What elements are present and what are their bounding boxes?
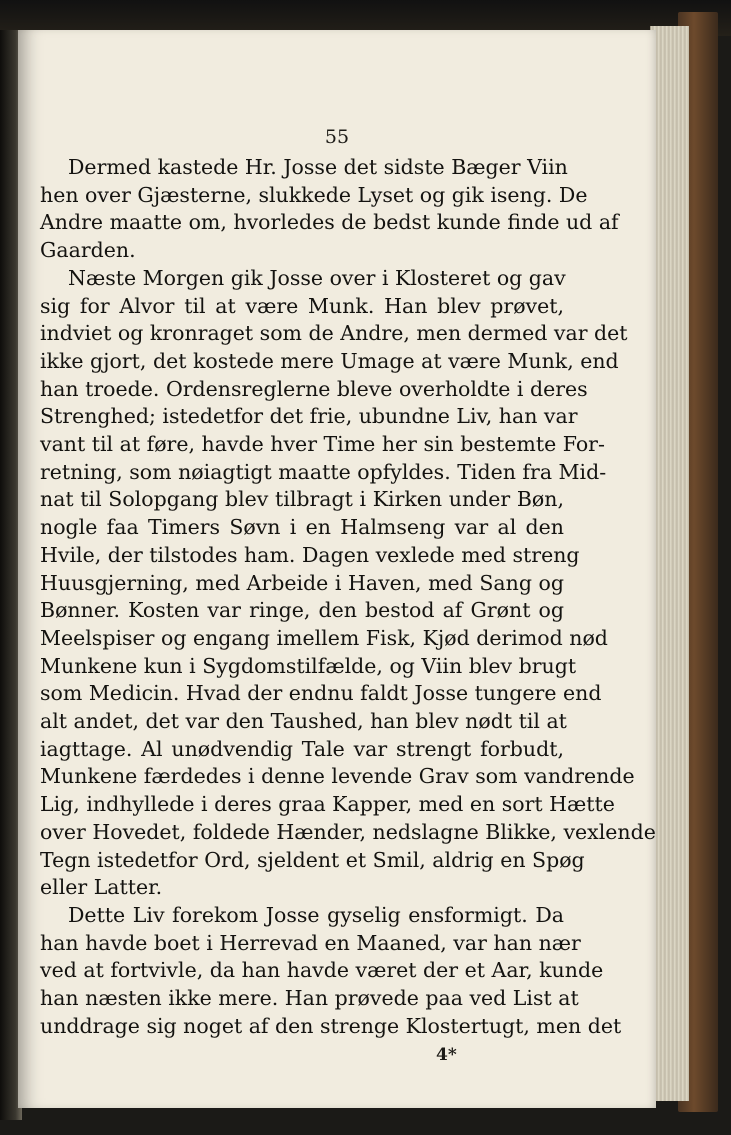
text-line: Dermed kastede Hr. Josse det sidste Bæger Viin	[68, 155, 568, 179]
text-line: unddrage sig noget af den strenge Klostertugt, men det	[40, 1013, 622, 1038]
text-line: vant til at føre, havde hver Time her sin bestemte For-	[40, 432, 605, 457]
text-line: Huusgjerning, med Arbeide i Haven, med Sang og	[40, 570, 564, 595]
page-body	[40, 154, 656, 1041]
text-line: Næste Morgen gik Josse over i Klosteret og gav	[68, 265, 566, 290]
text-line: han næsten ikke mere. Han prøvede paa ved List at	[40, 986, 579, 1011]
text-line: indviet og kronraget som de Andre, men dermed var det	[40, 321, 628, 346]
text-line: han havde boet i Herrevad en Maaned, var han nær	[40, 930, 581, 955]
text-line: over Hovedet, foldede Hænder, nedslagne Blikke, vexlende	[40, 819, 656, 844]
text-line: Munkene kun i Sygdomstilfælde, og Viin blev brugt	[40, 653, 577, 678]
text-line: Strenghed; istedetfor det frie, ubundne Liv, han var	[40, 404, 578, 429]
page-number: 55	[324, 126, 350, 148]
text-line: hen over Gjæsterne, slukkede Lyset og gik iseng. De	[40, 182, 588, 207]
printer-signature: 4*	[436, 1045, 457, 1065]
text-line: nogle faa Timers Søvn i en Halmseng var al den	[40, 515, 564, 540]
text-line: nat til Solopgang blev tilbragt i Kirken under Bøn,	[40, 487, 564, 512]
text-line: sig for Alvor til at være Munk. Han blev prøvet,	[40, 293, 564, 318]
text-line: eller Latter.	[40, 875, 163, 900]
text-line: Meelspiser og engang imellem Fisk, Kjød derimod nød	[40, 625, 608, 650]
text-line: Tegn istedetfor Ord, sjeldent et Smil, aldrig en Spøg	[40, 847, 585, 872]
paragraph-3	[40, 902, 622, 1041]
text-line: Lig, indhyllede i deres graa Kapper, med en sort Hætte	[40, 792, 615, 817]
text-line: ikke gjort, det kostede mere Umage at være Munk, end	[40, 348, 619, 373]
text-line: Gaarden.	[40, 238, 136, 263]
paragraph-2	[40, 265, 656, 902]
text-line: iagttage. Al unødvendig Tale var strengt forbudt,	[40, 736, 564, 761]
text-line: som Medicin. Hvad der endnu faldt Josse tungere end	[40, 681, 602, 706]
text-line: Hvile, der tilstodes ham. Dagen vexlede med streng	[40, 542, 580, 567]
text-line: Bønner. Kosten var ringe, den bestod af Grønt og	[40, 598, 564, 623]
book-page	[18, 30, 656, 1108]
text-line: retning, som nøiagtigt maatte opfyldes. Tiden fra Mid-	[40, 459, 607, 484]
text-line: han troede. Ordensreglerne bleve overholdte i deres	[40, 376, 588, 401]
paragraph-1	[40, 154, 619, 265]
text-line: Dette Liv forekom Josse gyselig ensformigt. Da	[68, 902, 564, 927]
text-line: ved at fortvivle, da han havde været der et Aar, kunde	[40, 958, 604, 983]
text-line: alt andet, det var den Taushed, han blev nødt til at	[40, 709, 567, 734]
text-line: Andre maatte om, hvorledes de bedst kunde finde ud af	[40, 210, 619, 235]
text-line: Munkene færdedes i denne levende Grav som vandrende	[40, 764, 635, 789]
